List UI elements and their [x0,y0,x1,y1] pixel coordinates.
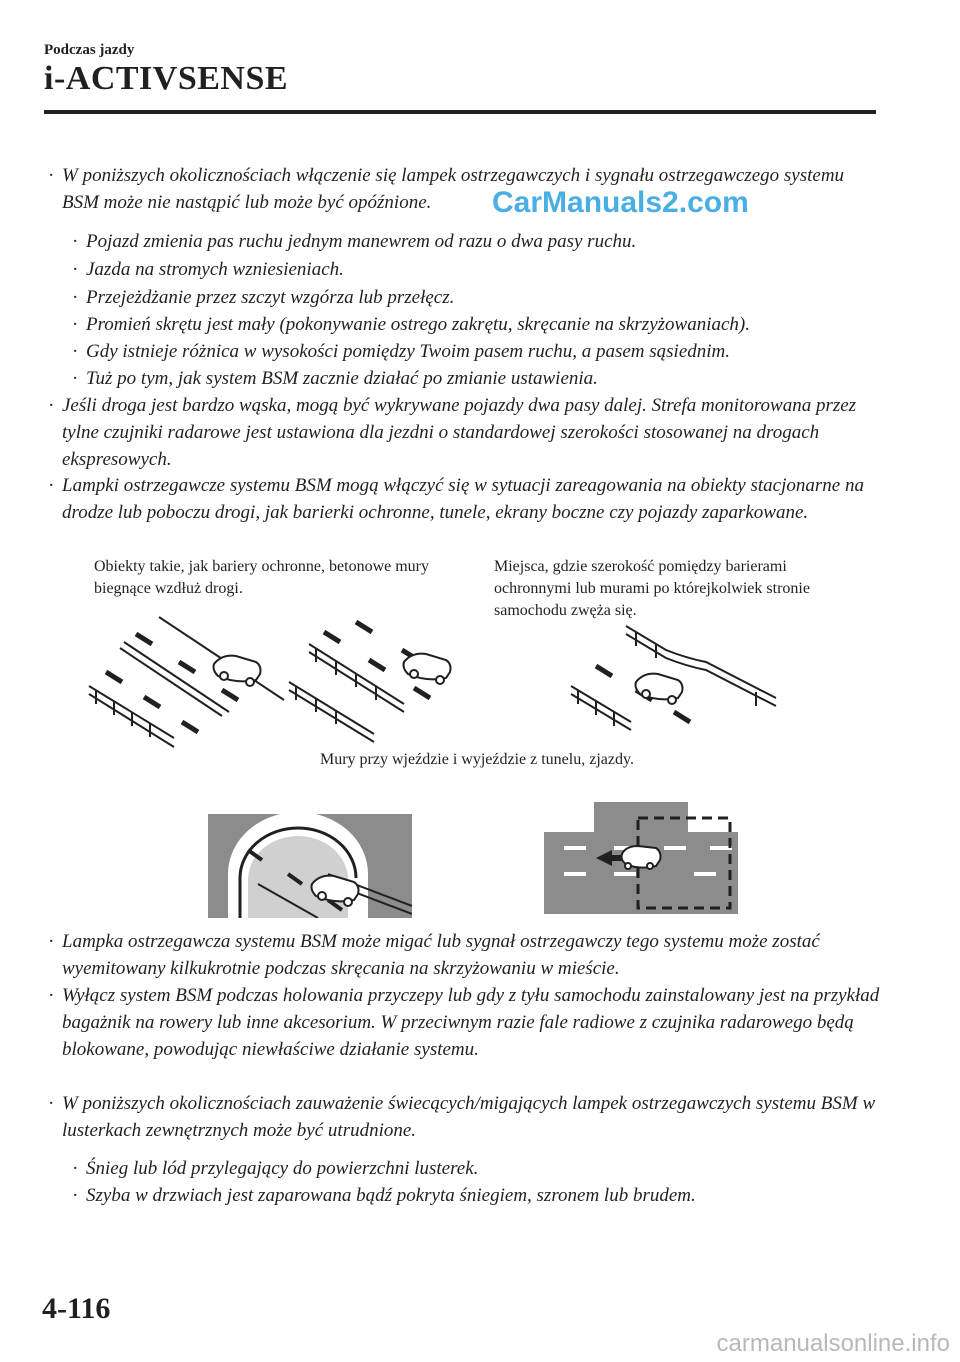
section-label: Podczas jazdy [44,42,135,58]
bullet-item: · W poniższych okolicznościach zauważenie świecących/migających lampek ostrzegawczych systemu BSM w lusterkach zewnętrznych może być utrudnione. [48,1093,876,1141]
chapter-title: i-ACTIVSENSE [44,60,289,97]
sub-bullet-item: · Pojazd zmienia pas ruchu jednym manewrem od razu o dwa pasy ruchu. [72,231,637,252]
sub-bullet-item: · Śnieg lub lód przylegający do powierzchni lusterek. [72,1158,479,1179]
caption-barriers: Obiekty takie, jak bariery ochronne, betonowe mury biegnące wzdłuż drogi. [94,558,429,597]
sub-bullet-item: · Tuż po tym, jak system BSM zacznie działać po zmianie ustawienia. [72,368,598,389]
bullet-item: · Lampka ostrzegawcza systemu BSM może migać lub sygnał ostrzegawczy tego systemu może zostać wyemitowany kilkukrotnie podczas skręcania na skrzyżowaniu w mieście. [48,931,820,979]
bullet-item: · W poniższych okolicznościach włączenie się lampek ostrzegawczych i sygnału ostrzegawczego systemu BSM może nie nastąpić lub może być opóźnione. [48,165,845,213]
tunnel-illustration [208,814,412,918]
bullet-item: · Wyłącz system BSM podczas holowania przyczepy lub gdy z tyłu samochodu zainstalowany jest na przykład bagażnik na rowery lub inne akcesorium. W przeciwnym razie fale radiowe z czujnika radarowego będą blokowane, powodując niewłaściwe działanie systemu. [48,985,880,1060]
caption-tunnel: Mury przy wjeździe i wyjeździe z tunelu, zjazdy. [320,751,634,768]
sub-bullet-item: · Gdy istnieje różnica w wysokości pomiędzy Twoim pasem ruchu, a pasem sąsiednim. [72,341,731,362]
bullet-item: · Jeśli droga jest bardzo wąska, mogą być wykrywane pojazdy dwa pasy dalej. Strefa monitorowana przez tylne czujniki radarowe jest ustawiona dla jezdni o standardowej szerokości stosowanej na drogach ekspresowych. [48,395,857,470]
sub-bullet-item: · Przejeżdżanie przez szczyt wzgórza lub przełęcz. [72,287,455,308]
intersection-illustration [544,802,738,914]
sub-bullet-item: · Promień skrętu jest mały (pokonywanie ostrego zakrętu, skręcanie na skrzyżowaniach). [72,314,750,335]
site-watermark: carmanualsonline.info [716,1330,950,1357]
sub-bullet-item: · Szyba w drzwiach jest zaparowana bądź pokryta śniegiem, szronem lub brudem. [72,1185,696,1206]
header-divider [44,110,876,114]
page-number: 4-116 [42,1292,111,1325]
bullet-item: · Lampki ostrzegawcze systemu BSM mogą włączyć się w sytuacji zareagowania na obiekty stacjonarne na drodze lub poboczu drogi, jak barierki ochronne, tunele, ekrany boczne czy pojazdy zaparkowane. [48,475,864,523]
barrier-road-illustration [84,612,484,752]
sub-bullet-item: · Jazda na stromych wzniesieniach. [72,259,344,280]
caption-narrowing: Miejsca, gdzie szerokość pomiędzy barierami ochronnymi lub murami po którejkolwiek stronie samochodu zwęża się. [494,558,810,619]
watermark-logo: CarManuals2.com [492,186,749,219]
narrowing-road-illustration [566,624,786,734]
